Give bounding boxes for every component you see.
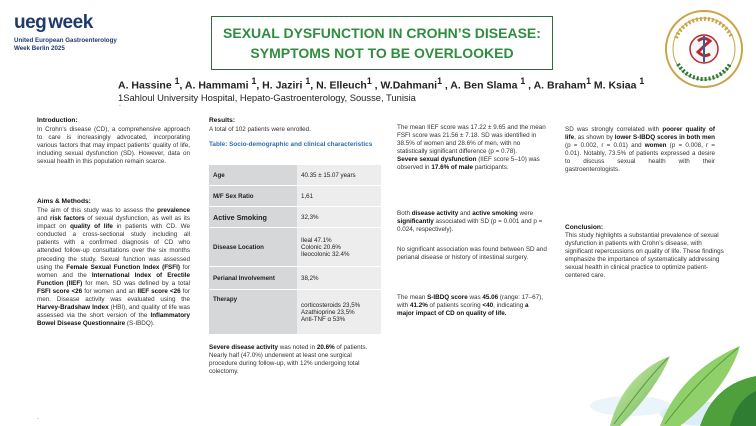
table-value: 1,61 (297, 186, 381, 207)
conclusion-heading: Conclusion: (565, 224, 604, 231)
plant-leaves-icon (590, 336, 756, 426)
table-row (209, 267, 381, 290)
ueg-week-subtitle: United European Gastroenterology Week Berlin 2025 (14, 37, 117, 52)
results-heading: Results: (209, 117, 236, 124)
title-line-2: SYMPTOMS NOT TO BE OVERLOOKED (250, 45, 514, 61)
poster-title (211, 16, 553, 70)
faculty-seal-icon (662, 8, 746, 90)
table-value: Ileal 47.1% Colonic 20.6% Ileocolonic 32.4% (297, 228, 381, 267)
table-key: M/F Sex Ratio (209, 186, 297, 207)
table-row (209, 186, 381, 207)
aims-heading: Aims & Methods: (37, 198, 91, 205)
correlation-text: SD was strongly correlated with poorer quality of life, as shown by lower S-IBDQ scores in both men (p = 0.002, r = 0.01) and women (p = 0.008, r = 0.01). Notably, 73.5% of patients expressed a desire to discuss sexual health with their gastroenterologists. (565, 126, 715, 174)
separator-dot: . (119, 101, 121, 108)
table-value: 32,3% (297, 207, 381, 228)
affiliation: 1Sahloul University Hospital, Hepato-Gastroenterology, Sousse, Tunisia (118, 92, 416, 103)
perianal-text: No significant association was found between SD and perianal disease or history of intestinal surgery. (397, 246, 547, 262)
table-key: Therapy (209, 290, 297, 335)
separator-dot: . (37, 414, 39, 421)
author-list: A. Hassine $^1$, A. Hammami $^1$, H. Jaziri $^1$, N. Elleuch$^1$ , W.Dahmani$^1$ , A. Ben Slama $^1$ , A. Braham$^1$ M. Ksiaa $^1$ (118, 76, 645, 92)
ueg-week-logo: ueg week (14, 12, 93, 33)
table-value: 40.35 ± 15.07 years (297, 165, 381, 186)
results-enrolled: A total of 102 patients were enrolled. (209, 126, 311, 133)
table-key: Active Smoking (209, 207, 297, 228)
table-row (209, 165, 381, 186)
table-row (209, 228, 381, 267)
intro-text: In Crohn’s disease (CD), a comprehensive approach to care is increasingly advocated, incorporating various factors that may impact patients’ quality of life, including sexual dysfunction (SD). However, data on sexual health in this population remain scarce. (37, 126, 190, 166)
conclusion-text: This study highlights a substantial prevalence of sexual dysfunction in patients with Crohn’s disease, with significant repercussions on quality of life. These findings emphasize the importance of systematically addressing sexual health in clinical practice to optimize patient-centered care. (565, 232, 724, 280)
intro-heading: Introduction: (37, 117, 78, 124)
title-line-1: SEXUAL DYSFUNCTION IN CROHN’S DISEASE: (223, 25, 541, 41)
surgery-text: Severe disease activity was noted in 20.6% of patients. Nearly half (47.0%) underwent at least one surgical procedure during follow-up, with 12% undergoing total colectomy. (209, 344, 368, 376)
table-value: corticosteroids 23,5% Azathioprine 23,5% Anti-TNF α 53% (297, 290, 381, 335)
table-value: 38,2% (297, 267, 381, 290)
sibdq-text: The mean S-IBDQ score was 45.06 (range: 17–67), with 41.2% of patients scoring <40, indicating a major impact of CD on quality of life. (397, 294, 543, 318)
characteristics-table (209, 165, 381, 335)
table-row (209, 207, 381, 228)
aims-text: The aim of this study was to assess the prevalence and risk factors of sexual dysfunction, as well as its impact on quality of life in patients with CD. We conducted a cross-sectional study including all patients with a confirmed diagnosis of CD who attended follow-up consultations over the six months preceding the study. Sexual function was assessed using the Female Sexual Function Index (FSFI) for women and the International Index of Erectile Function (IIEF) for men. SD was defined by a total FSFI score <26 for women and an IIEF score <26 for men. Disease activity was evaluated using the Harvey-Bradshaw Index (HBI), and quality of life was assessed via the short version of the Inflammatory Bowel Disease Questionnaire (S-IBDQ). (37, 207, 190, 328)
iief-text: The mean IIEF score was 17.22 ± 9.65 and the mean FSFI score was 21.56 ± 7.18. SD was identified in 38.5% of women and 28.6% of men, with no statistically significant difference (p = 0.78). Severe sexual dysfunction (IIEF score 5–10) was observed in 17.6% of male participants. (397, 124, 546, 172)
table-row (209, 290, 381, 335)
association-text: Both disease activity and active smoking were significantly associated with SD (p = 0.001 and p = 0.024, respectively). (397, 210, 543, 234)
table-key: Age (209, 165, 297, 186)
table-key: Perianal Involvement (209, 267, 297, 290)
table-key: Disease Location (209, 228, 297, 267)
table-title: Table: Socio-demographic and clinical characteristics (209, 141, 373, 148)
